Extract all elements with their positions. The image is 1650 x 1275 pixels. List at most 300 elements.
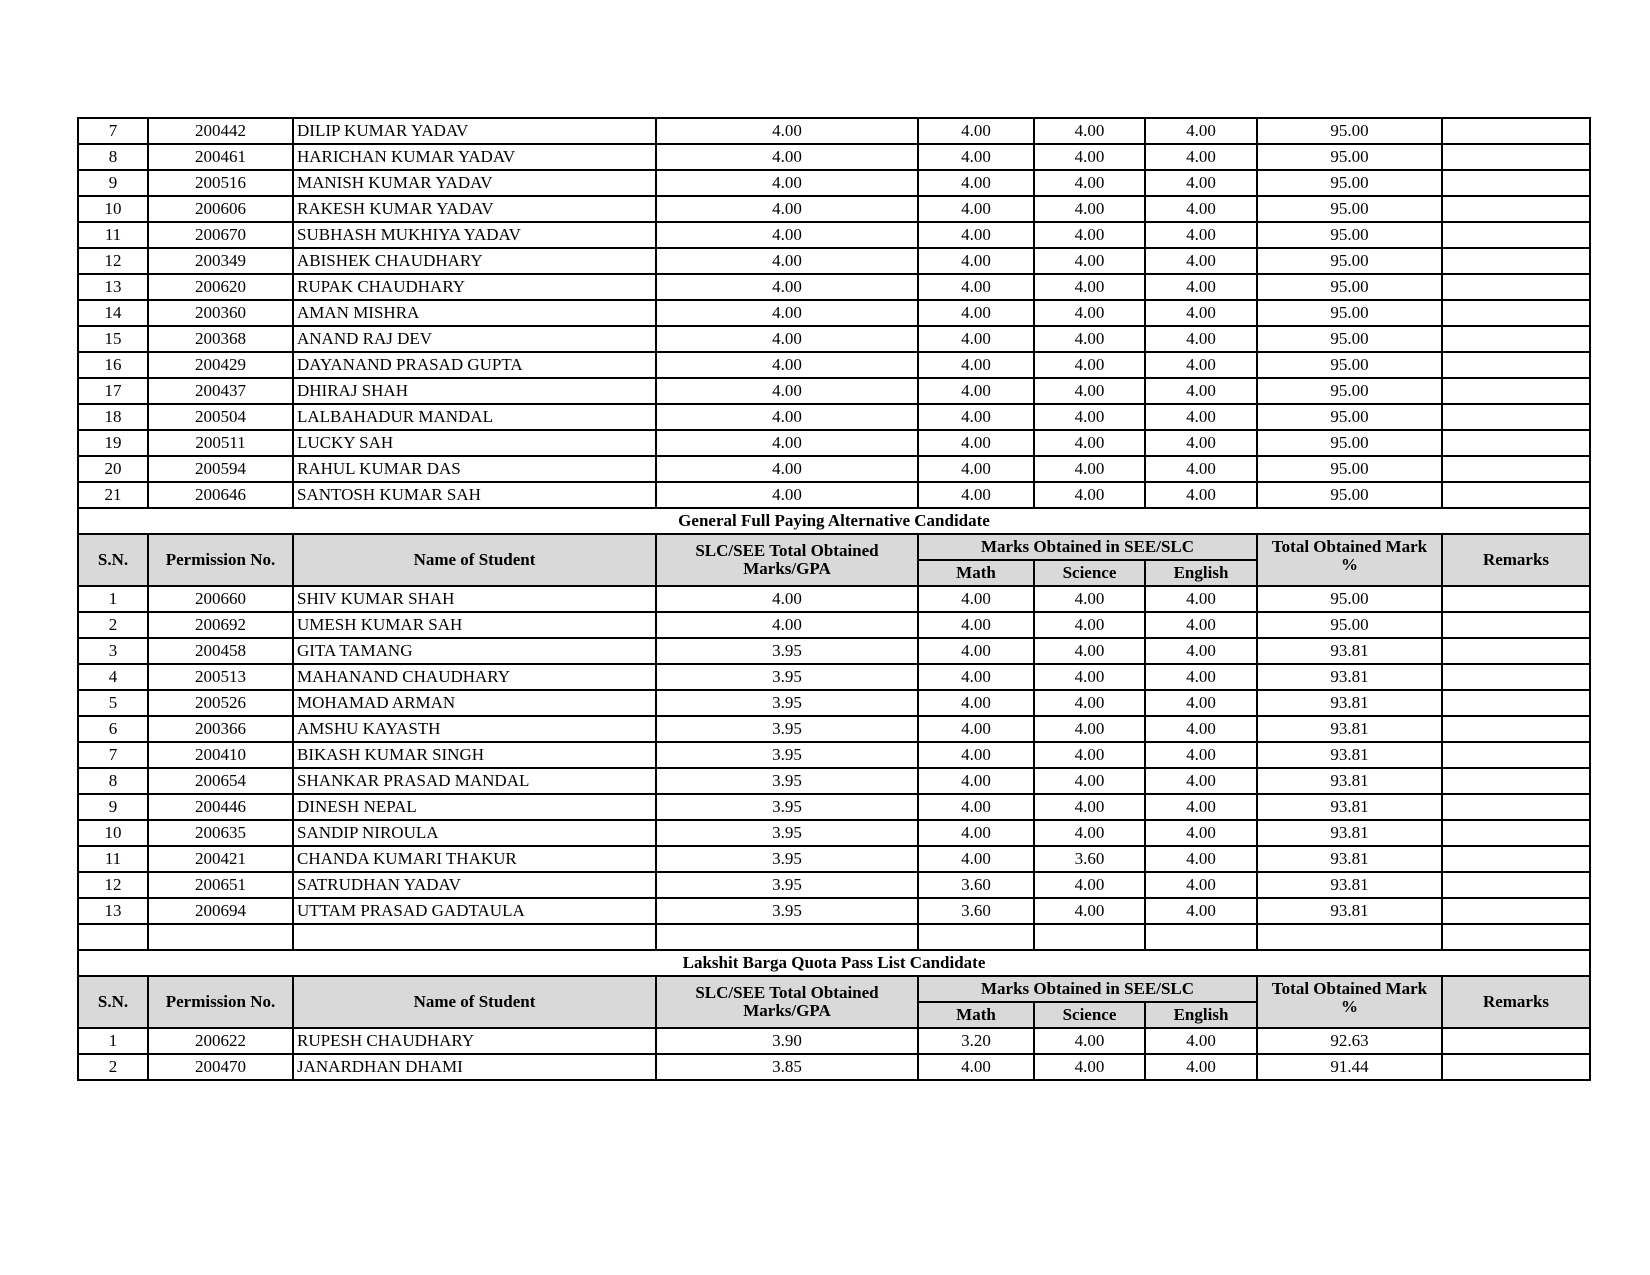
- cell-remarks: [1442, 456, 1590, 482]
- cell-math: 4.00: [918, 1054, 1034, 1080]
- section-title: Lakshit Barga Quota Pass List Candidate: [78, 950, 1590, 976]
- cell-permission-no: 200660: [148, 586, 293, 612]
- cell-english: 4.00: [1145, 118, 1257, 144]
- cell-science: 4.00: [1034, 820, 1145, 846]
- cell-english: 4.00: [1145, 1054, 1257, 1080]
- cell-remarks: [1442, 612, 1590, 638]
- cell-total-percent: 93.81: [1257, 846, 1442, 872]
- cell-science: 4.00: [1034, 430, 1145, 456]
- blank-row: [78, 924, 1590, 950]
- header-total-gpa-line2: Marks/GPA: [743, 559, 831, 578]
- cell-remarks: [1442, 794, 1590, 820]
- cell-total-percent: 93.81: [1257, 690, 1442, 716]
- cell-total-percent: 95.00: [1257, 482, 1442, 508]
- cell-permission-no: 200635: [148, 820, 293, 846]
- cell-english: 4.00: [1145, 144, 1257, 170]
- cell-total-gpa: 3.95: [656, 872, 918, 898]
- cell-total-gpa: 4.00: [656, 586, 918, 612]
- cell-total-gpa: 4.00: [656, 196, 918, 222]
- header-total-percent-line2: %: [1341, 997, 1358, 1016]
- cell-permission-no: 200458: [148, 638, 293, 664]
- cell-remarks: [1442, 300, 1590, 326]
- cell-permission-no: 200442: [148, 118, 293, 144]
- cell-permission-no: 200368: [148, 326, 293, 352]
- header-total-percent-line2: %: [1341, 555, 1358, 574]
- cell-student-name: MANISH KUMAR YADAV: [293, 170, 656, 196]
- table-row: [78, 248, 1590, 274]
- blank-cell: [148, 924, 293, 950]
- cell-science: 4.00: [1034, 768, 1145, 794]
- cell-science: 4.00: [1034, 586, 1145, 612]
- cell-remarks: [1442, 482, 1590, 508]
- results-table-body: [78, 118, 1590, 1080]
- cell-total-gpa: 4.00: [656, 274, 918, 300]
- cell-science: 4.00: [1034, 1028, 1145, 1054]
- results-table: [77, 117, 1591, 1081]
- blank-cell: [1442, 924, 1590, 950]
- cell-english: 4.00: [1145, 794, 1257, 820]
- cell-total-percent: 95.00: [1257, 144, 1442, 170]
- cell-sn: 19: [78, 430, 148, 456]
- table-row: [78, 170, 1590, 196]
- cell-english: 4.00: [1145, 664, 1257, 690]
- cell-total-gpa: 3.95: [656, 846, 918, 872]
- table-row: [78, 118, 1590, 144]
- cell-sn: 12: [78, 872, 148, 898]
- table-row: [78, 820, 1590, 846]
- cell-science: 4.00: [1034, 716, 1145, 742]
- cell-sn: 12: [78, 248, 148, 274]
- cell-science: 4.00: [1034, 378, 1145, 404]
- blank-cell: [656, 924, 918, 950]
- cell-total-gpa: 4.00: [656, 352, 918, 378]
- cell-sn: 4: [78, 664, 148, 690]
- cell-science: 4.00: [1034, 274, 1145, 300]
- cell-science: 4.00: [1034, 352, 1145, 378]
- cell-science: 4.00: [1034, 248, 1145, 274]
- cell-total-gpa: 3.95: [656, 898, 918, 924]
- cell-total-gpa: 4.00: [656, 144, 918, 170]
- cell-remarks: [1442, 820, 1590, 846]
- cell-total-percent: 93.81: [1257, 742, 1442, 768]
- cell-student-name: DHIRAJ SHAH: [293, 378, 656, 404]
- cell-english: 4.00: [1145, 248, 1257, 274]
- cell-permission-no: 200594: [148, 456, 293, 482]
- cell-total-gpa: 3.95: [656, 638, 918, 664]
- cell-student-name: DINESH NEPAL: [293, 794, 656, 820]
- cell-science: 4.00: [1034, 222, 1145, 248]
- cell-sn: 7: [78, 118, 148, 144]
- cell-sn: 2: [78, 612, 148, 638]
- cell-student-name: RUPESH CHAUDHARY: [293, 1028, 656, 1054]
- cell-student-name: SUBHASH MUKHIYA YADAV: [293, 222, 656, 248]
- cell-english: 4.00: [1145, 898, 1257, 924]
- cell-student-name: RAHUL KUMAR DAS: [293, 456, 656, 482]
- cell-english: 4.00: [1145, 872, 1257, 898]
- cell-remarks: [1442, 196, 1590, 222]
- cell-permission-no: 200360: [148, 300, 293, 326]
- cell-science: 4.00: [1034, 664, 1145, 690]
- cell-math: 4.00: [918, 248, 1034, 274]
- cell-student-name: SANDIP NIROULA: [293, 820, 656, 846]
- table-row: [78, 664, 1590, 690]
- cell-total-percent: 93.81: [1257, 716, 1442, 742]
- header-total-percent: [1257, 534, 1442, 586]
- cell-permission-no: 200461: [148, 144, 293, 170]
- cell-sn: 13: [78, 274, 148, 300]
- cell-sn: 17: [78, 378, 148, 404]
- cell-student-name: RAKESH KUMAR YADAV: [293, 196, 656, 222]
- table-row: [78, 586, 1590, 612]
- cell-total-gpa: 3.95: [656, 768, 918, 794]
- header-total-percent-line1: Total Obtained Mark: [1271, 979, 1428, 998]
- header-permission-no: Permission No.: [148, 976, 293, 1028]
- cell-english: 4.00: [1145, 170, 1257, 196]
- cell-english: 4.00: [1145, 846, 1257, 872]
- cell-total-gpa: 3.95: [656, 716, 918, 742]
- cell-permission-no: 200513: [148, 664, 293, 690]
- cell-permission-no: 200651: [148, 872, 293, 898]
- table-row: [78, 300, 1590, 326]
- table-row: [78, 716, 1590, 742]
- header-permission-no: Permission No.: [148, 534, 293, 586]
- table-row: [78, 430, 1590, 456]
- header-total-percent: [1257, 976, 1442, 1028]
- blank-cell: [1145, 924, 1257, 950]
- cell-permission-no: 200429: [148, 352, 293, 378]
- cell-math: 4.00: [918, 794, 1034, 820]
- cell-total-percent: 95.00: [1257, 170, 1442, 196]
- header-name-of-student: Name of Student: [293, 976, 656, 1028]
- table-row: [78, 196, 1590, 222]
- cell-math: 4.00: [918, 664, 1034, 690]
- table-row: [78, 1054, 1590, 1080]
- cell-science: 4.00: [1034, 612, 1145, 638]
- cell-total-gpa: 4.00: [656, 222, 918, 248]
- cell-total-gpa: 4.00: [656, 430, 918, 456]
- table-row: [78, 612, 1590, 638]
- cell-student-name: HARICHAN KUMAR YADAV: [293, 144, 656, 170]
- header-total-percent-line1: Total Obtained Mark: [1271, 537, 1428, 556]
- cell-remarks: [1442, 222, 1590, 248]
- cell-math: 4.00: [918, 612, 1034, 638]
- cell-total-gpa: 3.85: [656, 1054, 918, 1080]
- cell-english: 4.00: [1145, 586, 1257, 612]
- cell-total-gpa: 4.00: [656, 326, 918, 352]
- cell-math: 4.00: [918, 482, 1034, 508]
- cell-permission-no: 200694: [148, 898, 293, 924]
- cell-sn: 1: [78, 586, 148, 612]
- table-row: [78, 144, 1590, 170]
- cell-total-percent: 95.00: [1257, 300, 1442, 326]
- cell-student-name: MOHAMAD ARMAN: [293, 690, 656, 716]
- cell-english: 4.00: [1145, 404, 1257, 430]
- header-total-gpa: [656, 976, 918, 1028]
- cell-total-percent: 95.00: [1257, 612, 1442, 638]
- cell-permission-no: 200692: [148, 612, 293, 638]
- cell-total-percent: 91.44: [1257, 1054, 1442, 1080]
- table-row: [78, 482, 1590, 508]
- cell-remarks: [1442, 170, 1590, 196]
- cell-math: 4.00: [918, 170, 1034, 196]
- cell-remarks: [1442, 1028, 1590, 1054]
- header-english: English: [1145, 560, 1257, 586]
- cell-english: 4.00: [1145, 638, 1257, 664]
- blank-cell: [78, 924, 148, 950]
- cell-student-name: RUPAK CHAUDHARY: [293, 274, 656, 300]
- cell-student-name: AMAN MISHRA: [293, 300, 656, 326]
- cell-total-percent: 93.81: [1257, 872, 1442, 898]
- cell-permission-no: 200622: [148, 1028, 293, 1054]
- cell-english: 4.00: [1145, 716, 1257, 742]
- table-row: [78, 274, 1590, 300]
- header-total-gpa-line1: SLC/SEE Total Obtained: [695, 983, 879, 1002]
- cell-total-percent: 93.81: [1257, 794, 1442, 820]
- cell-student-name: SATRUDHAN YADAV: [293, 872, 656, 898]
- header-row: [78, 976, 1590, 1002]
- cell-sn: 7: [78, 742, 148, 768]
- cell-science: 4.00: [1034, 638, 1145, 664]
- cell-total-gpa: 3.95: [656, 820, 918, 846]
- cell-permission-no: 200670: [148, 222, 293, 248]
- cell-sn: 5: [78, 690, 148, 716]
- cell-math: 4.00: [918, 586, 1034, 612]
- cell-remarks: [1442, 274, 1590, 300]
- cell-permission-no: 200446: [148, 794, 293, 820]
- cell-sn: 11: [78, 846, 148, 872]
- cell-student-name: SHANKAR PRASAD MANDAL: [293, 768, 656, 794]
- cell-remarks: [1442, 404, 1590, 430]
- cell-permission-no: 200470: [148, 1054, 293, 1080]
- cell-total-percent: 95.00: [1257, 222, 1442, 248]
- cell-english: 4.00: [1145, 430, 1257, 456]
- cell-english: 4.00: [1145, 326, 1257, 352]
- cell-remarks: [1442, 352, 1590, 378]
- cell-total-gpa: 4.00: [656, 612, 918, 638]
- cell-english: 4.00: [1145, 690, 1257, 716]
- table-row: [78, 326, 1590, 352]
- cell-sn: 14: [78, 300, 148, 326]
- cell-sn: 15: [78, 326, 148, 352]
- cell-english: 4.00: [1145, 768, 1257, 794]
- header-science: Science: [1034, 1002, 1145, 1028]
- table-row: [78, 404, 1590, 430]
- cell-student-name: CHANDA KUMARI THAKUR: [293, 846, 656, 872]
- cell-sn: 10: [78, 820, 148, 846]
- table-row: [78, 352, 1590, 378]
- cell-sn: 9: [78, 170, 148, 196]
- cell-math: 4.00: [918, 430, 1034, 456]
- cell-student-name: SHIV KUMAR SHAH: [293, 586, 656, 612]
- table-row: [78, 378, 1590, 404]
- cell-sn: 2: [78, 1054, 148, 1080]
- cell-total-gpa: 3.95: [656, 690, 918, 716]
- cell-permission-no: 200349: [148, 248, 293, 274]
- table-row: [78, 898, 1590, 924]
- cell-math: 4.00: [918, 820, 1034, 846]
- cell-permission-no: 200366: [148, 716, 293, 742]
- cell-science: 4.00: [1034, 404, 1145, 430]
- table-row: [78, 1028, 1590, 1054]
- cell-math: 3.60: [918, 872, 1034, 898]
- cell-remarks: [1442, 768, 1590, 794]
- cell-math: 4.00: [918, 274, 1034, 300]
- cell-science: 4.00: [1034, 794, 1145, 820]
- blank-cell: [918, 924, 1034, 950]
- cell-total-gpa: 3.95: [656, 742, 918, 768]
- cell-math: 4.00: [918, 326, 1034, 352]
- cell-student-name: UTTAM PRASAD GADTAULA: [293, 898, 656, 924]
- cell-remarks: [1442, 118, 1590, 144]
- cell-sn: 21: [78, 482, 148, 508]
- cell-sn: 8: [78, 144, 148, 170]
- cell-total-percent: 92.63: [1257, 1028, 1442, 1054]
- cell-remarks: [1442, 248, 1590, 274]
- cell-remarks: [1442, 664, 1590, 690]
- cell-math: 4.00: [918, 196, 1034, 222]
- cell-total-percent: 95.00: [1257, 430, 1442, 456]
- cell-science: 4.00: [1034, 326, 1145, 352]
- cell-math: 3.60: [918, 898, 1034, 924]
- cell-remarks: [1442, 430, 1590, 456]
- cell-math: 4.00: [918, 690, 1034, 716]
- cell-english: 4.00: [1145, 196, 1257, 222]
- cell-total-gpa: 4.00: [656, 248, 918, 274]
- cell-permission-no: 200421: [148, 846, 293, 872]
- cell-science: 4.00: [1034, 482, 1145, 508]
- cell-total-gpa: 4.00: [656, 378, 918, 404]
- header-remarks: Remarks: [1442, 976, 1590, 1028]
- cell-permission-no: 200646: [148, 482, 293, 508]
- cell-student-name: DILIP KUMAR YADAV: [293, 118, 656, 144]
- cell-permission-no: 200437: [148, 378, 293, 404]
- cell-total-gpa: 3.90: [656, 1028, 918, 1054]
- cell-english: 4.00: [1145, 456, 1257, 482]
- cell-remarks: [1442, 872, 1590, 898]
- cell-total-percent: 95.00: [1257, 586, 1442, 612]
- cell-remarks: [1442, 638, 1590, 664]
- header-math: Math: [918, 560, 1034, 586]
- cell-permission-no: 200516: [148, 170, 293, 196]
- cell-science: 4.00: [1034, 742, 1145, 768]
- cell-math: 4.00: [918, 742, 1034, 768]
- cell-total-percent: 93.81: [1257, 664, 1442, 690]
- cell-science: 3.60: [1034, 846, 1145, 872]
- cell-student-name: MAHANAND CHAUDHARY: [293, 664, 656, 690]
- cell-total-gpa: 4.00: [656, 300, 918, 326]
- cell-student-name: LUCKY SAH: [293, 430, 656, 456]
- cell-sn: 10: [78, 196, 148, 222]
- cell-student-name: ANAND RAJ DEV: [293, 326, 656, 352]
- cell-total-percent: 93.81: [1257, 820, 1442, 846]
- cell-student-name: UMESH KUMAR SAH: [293, 612, 656, 638]
- cell-sn: 9: [78, 794, 148, 820]
- cell-total-percent: 95.00: [1257, 352, 1442, 378]
- header-row: [78, 534, 1590, 560]
- cell-student-name: LALBAHADUR MANDAL: [293, 404, 656, 430]
- cell-remarks: [1442, 716, 1590, 742]
- cell-science: 4.00: [1034, 872, 1145, 898]
- table-row: [78, 742, 1590, 768]
- header-sn: S.N.: [78, 976, 148, 1028]
- cell-total-percent: 95.00: [1257, 404, 1442, 430]
- header-math: Math: [918, 1002, 1034, 1028]
- header-marks-obtained: Marks Obtained in SEE/SLC: [918, 534, 1257, 560]
- cell-math: 4.00: [918, 352, 1034, 378]
- cell-math: 4.00: [918, 144, 1034, 170]
- cell-total-percent: 93.81: [1257, 768, 1442, 794]
- cell-math: 4.00: [918, 846, 1034, 872]
- cell-math: 4.00: [918, 456, 1034, 482]
- cell-english: 4.00: [1145, 300, 1257, 326]
- cell-science: 4.00: [1034, 300, 1145, 326]
- cell-sn: 1: [78, 1028, 148, 1054]
- cell-science: 4.00: [1034, 690, 1145, 716]
- cell-permission-no: 200410: [148, 742, 293, 768]
- cell-total-percent: 93.81: [1257, 638, 1442, 664]
- cell-student-name: GITA TAMANG: [293, 638, 656, 664]
- cell-total-gpa: 4.00: [656, 482, 918, 508]
- blank-cell: [1257, 924, 1442, 950]
- cell-sn: 11: [78, 222, 148, 248]
- cell-english: 4.00: [1145, 222, 1257, 248]
- header-name-of-student: Name of Student: [293, 534, 656, 586]
- cell-total-percent: 95.00: [1257, 274, 1442, 300]
- cell-permission-no: 200620: [148, 274, 293, 300]
- cell-math: 4.00: [918, 638, 1034, 664]
- cell-science: 4.00: [1034, 170, 1145, 196]
- header-total-gpa-line1: SLC/SEE Total Obtained: [695, 541, 879, 560]
- cell-permission-no: 200511: [148, 430, 293, 456]
- cell-english: 4.00: [1145, 820, 1257, 846]
- header-science: Science: [1034, 560, 1145, 586]
- cell-remarks: [1442, 378, 1590, 404]
- cell-math: 4.00: [918, 716, 1034, 742]
- cell-math: 4.00: [918, 118, 1034, 144]
- cell-total-percent: 95.00: [1257, 248, 1442, 274]
- blank-cell: [1034, 924, 1145, 950]
- header-total-gpa: [656, 534, 918, 586]
- cell-science: 4.00: [1034, 196, 1145, 222]
- cell-total-gpa: 4.00: [656, 118, 918, 144]
- cell-total-gpa: 4.00: [656, 404, 918, 430]
- cell-remarks: [1442, 326, 1590, 352]
- cell-sn: 20: [78, 456, 148, 482]
- cell-total-percent: 93.81: [1257, 898, 1442, 924]
- cell-sn: 18: [78, 404, 148, 430]
- table-row: [78, 768, 1590, 794]
- cell-total-percent: 95.00: [1257, 118, 1442, 144]
- cell-math: 4.00: [918, 378, 1034, 404]
- cell-student-name: JANARDHAN DHAMI: [293, 1054, 656, 1080]
- table-row: [78, 846, 1590, 872]
- cell-remarks: [1442, 144, 1590, 170]
- cell-total-percent: 95.00: [1257, 456, 1442, 482]
- cell-total-percent: 95.00: [1257, 378, 1442, 404]
- table-row: [78, 638, 1590, 664]
- cell-total-percent: 95.00: [1257, 196, 1442, 222]
- cell-english: 4.00: [1145, 482, 1257, 508]
- cell-science: 4.00: [1034, 144, 1145, 170]
- cell-remarks: [1442, 846, 1590, 872]
- table-row: [78, 794, 1590, 820]
- section-title-row: [78, 508, 1590, 534]
- cell-remarks: [1442, 690, 1590, 716]
- cell-english: 4.00: [1145, 274, 1257, 300]
- table-row: [78, 456, 1590, 482]
- cell-total-gpa: 3.95: [656, 794, 918, 820]
- cell-total-gpa: 3.95: [656, 664, 918, 690]
